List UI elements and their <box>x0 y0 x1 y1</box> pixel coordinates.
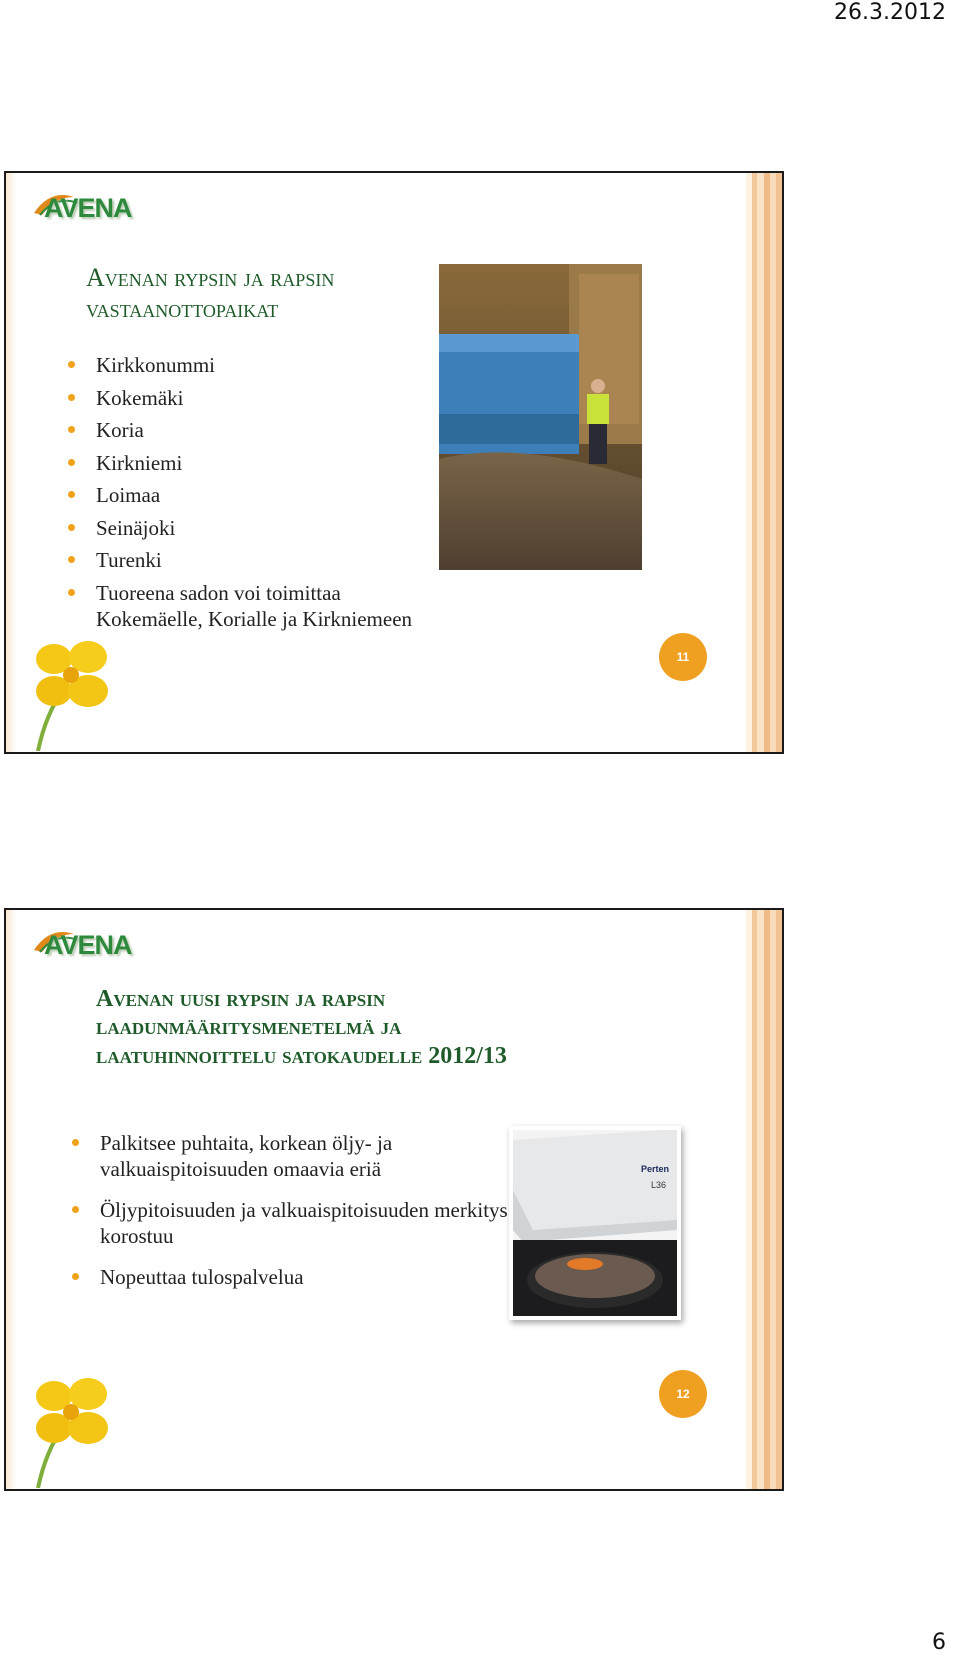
slide-title-line: laadunmääritysmenetelmä ja <box>96 1014 402 1041</box>
nir-analyzer-photo <box>509 1126 681 1320</box>
bullet-dot-icon <box>72 1206 79 1213</box>
list-item-text: Tuoreena sadon voi toimittaa <box>96 580 341 605</box>
bullet-dot-icon <box>68 491 75 498</box>
slide-title-line: vastaanottopaikat <box>86 293 279 323</box>
bullet-list <box>72 1130 512 1305</box>
list-item-text: Seinäjoki <box>96 515 176 540</box>
bullet-dot-icon <box>68 524 75 531</box>
list-item-text: Kokemäki <box>96 385 184 410</box>
avena-logo-text: AVENA <box>44 193 132 223</box>
list-item-text: Öljypitoisuuden ja valkuaispitoisuuden merkitys korostuu <box>100 1198 508 1248</box>
list-item <box>72 1197 512 1249</box>
slide-side-stripes <box>746 173 782 752</box>
bullet-dot-icon <box>68 361 75 368</box>
slide-title-line: laatuhinnoittelu satokaudelle 2012/13 <box>96 1042 507 1069</box>
list-item-text: Palkitsee puhtaita, korkean öljy- ja valkuaispitoisuuden omaavia eriä <box>100 1131 393 1181</box>
slide-left-shade <box>6 173 16 752</box>
bullet-dot-icon <box>68 426 75 433</box>
list-item-text: Turenki <box>96 548 162 572</box>
slide-11 <box>4 171 784 754</box>
list-item-text: Loimaa <box>96 483 161 507</box>
slide-left-shade <box>6 910 16 1489</box>
bullet-dot-icon <box>68 459 75 466</box>
list-item-text: Kirkniemi <box>96 450 183 475</box>
bullet-dot-icon <box>68 394 75 401</box>
bullet-dot-icon <box>68 589 75 596</box>
list-item <box>68 544 488 577</box>
list-item-text: Kokemäelle, Korialle ja Kirkniemeen <box>96 606 413 631</box>
slide-title <box>86 263 446 324</box>
slide-number-badge: 12 <box>659 1370 707 1418</box>
list-item <box>68 349 488 382</box>
slide-number-badge: 11 <box>659 633 707 681</box>
page-date: 26.3.2012 <box>834 0 946 25</box>
bullet-dot-icon <box>72 1273 79 1280</box>
list-item <box>68 382 488 415</box>
grain-intake-photo <box>439 264 642 570</box>
bullet-list <box>68 349 488 632</box>
bullet-dot-icon <box>68 556 75 563</box>
list-item <box>68 414 488 447</box>
slide-12 <box>4 908 784 1491</box>
list-item-text: Nopeuttaa tulospalvelua <box>100 1265 304 1289</box>
list-item <box>72 1130 512 1182</box>
list-item <box>68 512 488 545</box>
list-item <box>68 580 488 632</box>
rapeseed-flower-icon <box>26 633 116 751</box>
slide-title <box>96 985 736 1070</box>
page-number: 6 <box>932 1630 946 1655</box>
slide-title-line: Avenan rypsin ja rapsin <box>86 263 335 292</box>
slide-side-stripes <box>746 910 782 1489</box>
avena-logo-text: AVENA <box>44 930 132 960</box>
avena-logo <box>30 920 150 968</box>
list-item <box>68 447 488 480</box>
analyzer-model-label: L36 <box>651 1180 667 1190</box>
list-item <box>72 1264 512 1290</box>
slide-title-line: Avenan uusi rypsin ja rapsin <box>96 986 386 1012</box>
bullet-dot-icon <box>72 1139 79 1146</box>
rapeseed-flower-icon <box>26 1370 116 1488</box>
list-item <box>68 479 488 512</box>
list-item-text: Kirkkonummi <box>96 353 215 377</box>
list-item-text: Koria <box>96 418 144 442</box>
analyzer-brand-label: Perten <box>641 1164 670 1174</box>
avena-logo <box>30 183 150 231</box>
